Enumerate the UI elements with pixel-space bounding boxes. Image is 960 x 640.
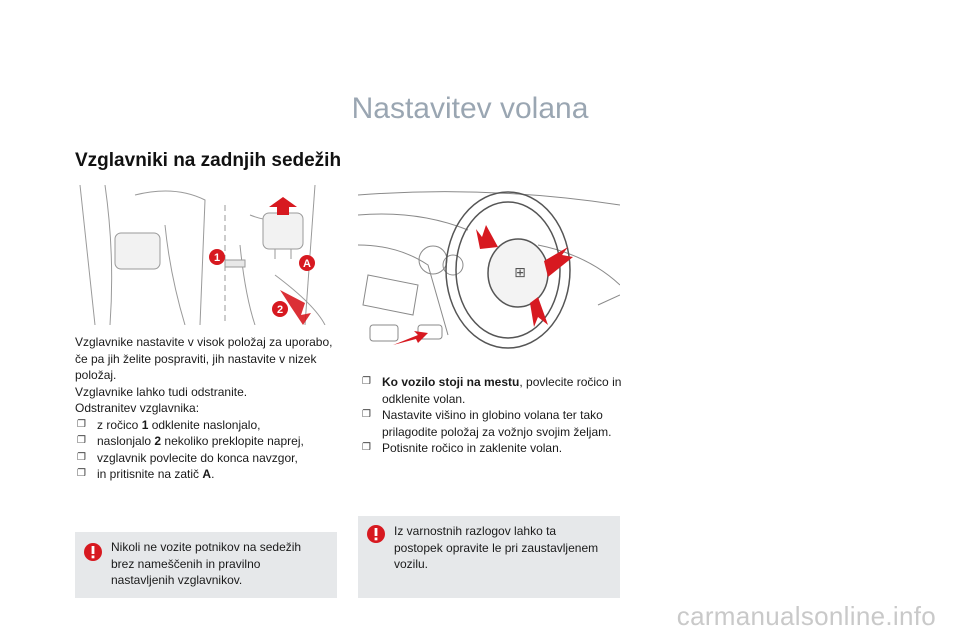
label-a: A [303, 258, 311, 270]
list-item: ❐ naslonjalo 2 nekoliko preklopite naprej, [77, 434, 304, 448]
warning-box-headrests [75, 532, 337, 598]
list-item: ❐ Nastavite višino in globino volana ter tako prilagodite položaj za vožnjo svojim željam. [362, 408, 612, 439]
list-item: ❐ z ročico 1 odklenite naslonjalo, [77, 417, 261, 432]
headrest-illustration [75, 185, 337, 325]
list-item: ❐ Potisnite ročico in zaklenite volan. [362, 441, 563, 455]
right-column-text [360, 374, 622, 457]
warning-box-steering [358, 516, 620, 598]
section-heading: Vzglavniki na zadnjih sedežih [75, 150, 342, 171]
list-item: ❐ Ko vozilo stoji na mestu, povlecite ročico in odklenite volan. [362, 375, 622, 406]
list-item: ❐ vzglavnik povlecite do konca navzgor, [77, 450, 298, 465]
warning-text: Nikoli ne vozite potnikov na sedežih brez nameščenih in pravilno nastavljenih vzglavnikov. [111, 540, 302, 587]
checkbox-bullet-icon: ❐ [362, 442, 371, 453]
checkbox-bullet-icon: ❐ [362, 376, 371, 387]
headrest-paragraph-3: Odstranitev vzglavnika: [75, 401, 200, 415]
headrest-paragraph-1: Vzglavnike nastavite v visok položaj za uporabo, če pa jih želite pospraviti, jih nastavite v nizek položaj. [75, 335, 333, 382]
list-item: ❐ in pritisnite na zatič A. [77, 467, 215, 481]
left-column-text [75, 334, 340, 483]
checkbox-bullet-icon: ❐ [77, 451, 86, 463]
checkbox-bullet-icon: ❐ [77, 468, 86, 479]
label-2: 2 [276, 304, 284, 316]
checkbox-bullet-icon: ❐ [362, 409, 371, 420]
steering-wheel-illustration [358, 185, 620, 360]
page-title: Nastavitev volana [351, 92, 589, 125]
brand-logo-icon: ⊞ [514, 265, 526, 281]
steering-steps-list [360, 374, 622, 457]
warning-icon [366, 524, 386, 544]
warning-icon [83, 542, 103, 562]
warning-text: Iz varnostnih razlogov lahko ta postopek opravite le pri zaustavljenem vozilu. [394, 524, 599, 571]
label-1: 1 [213, 252, 221, 264]
removal-steps-list [75, 417, 340, 483]
checkbox-bullet-icon: ❐ [77, 418, 86, 430]
checkbox-bullet-icon: ❐ [77, 435, 86, 446]
headrest-paragraph-2: Vzglavnike lahko tudi odstranite. [75, 384, 248, 399]
watermark: carmanualsonline.info [676, 601, 936, 631]
